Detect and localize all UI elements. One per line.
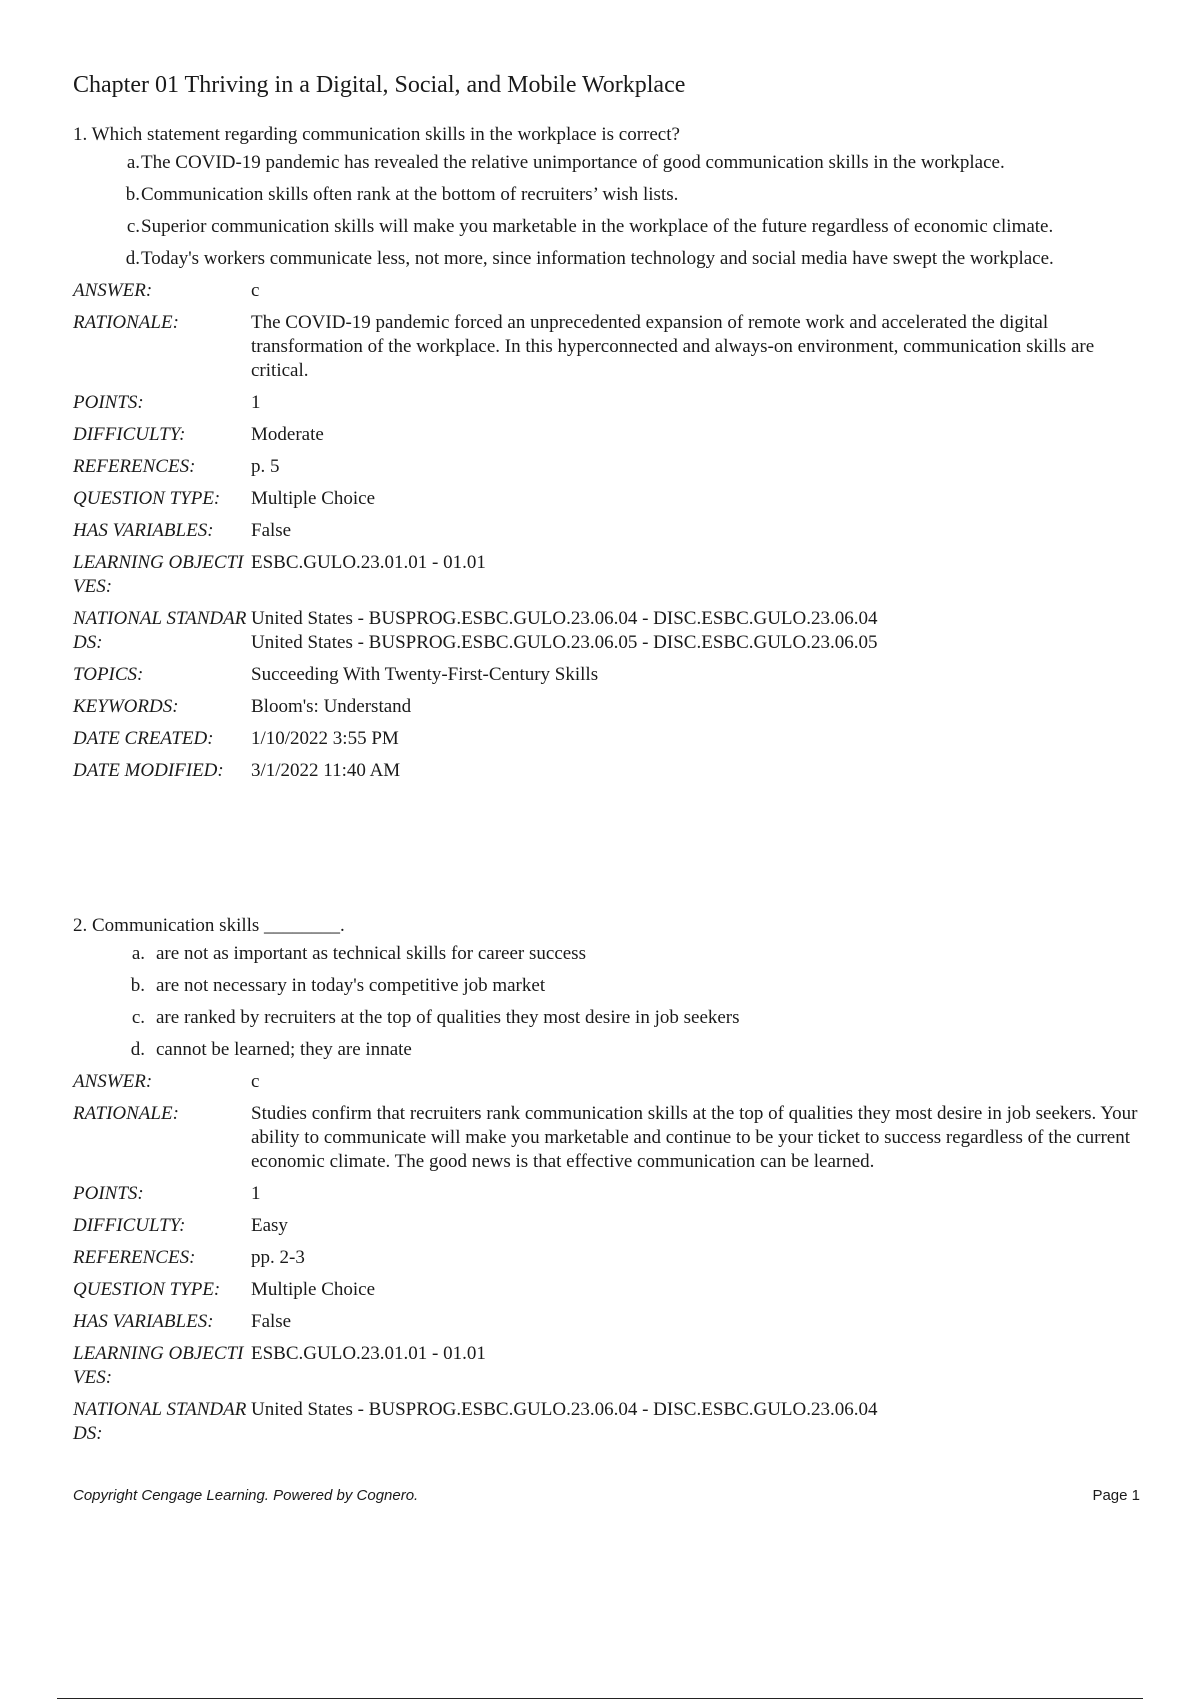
meta-row-has-variables <box>73 519 1145 543</box>
meta-label: REFERENCES: <box>73 456 196 477</box>
meta-label: LEARNING OBJECTIVES: <box>73 552 244 597</box>
meta-value: 3/1/2022 11:40 AM <box>251 760 401 781</box>
meta-value: p. 5 <box>251 456 280 477</box>
meta-row-references <box>73 455 1145 479</box>
question-stem: 1. Which statement regarding communication skills in the workplace is correct? <box>73 124 680 145</box>
meta-label: ANSWER: <box>73 1071 153 1092</box>
meta-label: QUESTION TYPE: <box>73 1279 221 1300</box>
choice-letter: b. <box>125 184 140 205</box>
meta-label: DIFFICULTY: <box>73 424 186 445</box>
meta-value: Multiple Choice <box>251 1279 376 1300</box>
question-1 <box>73 123 1145 791</box>
choice-letter: c. <box>126 216 140 237</box>
choice-letter: a. <box>126 152 140 173</box>
choice-letter: a. <box>131 943 145 964</box>
meta-value: ESBC.GULO.23.01.01 - 01.01 <box>251 552 486 573</box>
meta-label: HAS VARIABLES: <box>73 1311 214 1332</box>
meta-label: REFERENCES: <box>73 1247 196 1268</box>
meta-row-national-standards <box>73 607 1145 655</box>
choice-item <box>73 1038 1145 1062</box>
meta-row-points <box>73 391 1145 415</box>
meta-row-references <box>73 1246 1145 1270</box>
meta-value: False <box>251 1311 292 1332</box>
meta-row-question-type <box>73 1278 1145 1302</box>
meta-label: KEYWORDS: <box>73 696 179 717</box>
meta-value: False <box>251 520 292 541</box>
meta-row-rationale <box>73 311 1145 383</box>
meta-value: United States - BUSPROG.ESBC.GULO.23.06.04 - DISC.ESBC.GULO.23.06.04 <box>251 608 878 629</box>
choice-text: cannot be learned; they are innate <box>156 1039 412 1060</box>
meta-row-difficulty <box>73 1214 1145 1238</box>
chapter-title: Chapter 01 Thriving in a Digital, Social, and Mobile Workplace <box>73 72 686 98</box>
meta-row-learning-objectives <box>73 1342 1145 1390</box>
meta-row-national-standards <box>73 1398 1145 1446</box>
meta-value: 1/10/2022 3:55 PM <box>251 728 399 749</box>
choice-list <box>73 151 1145 271</box>
question-2 <box>73 914 1145 1454</box>
choice-item <box>73 942 1145 966</box>
meta-value: pp. 2-3 <box>251 1247 305 1268</box>
meta-label: LEARNING OBJECTIVES: <box>73 1343 244 1388</box>
meta-value: Studies confirm that recruiters rank communication skills at the top of qualities they most desire in job seekers. Your ability to communicate will make you marketable and continue to be your ticket to success regardless of the current economic climate. The good news is that effective communication can be learned. <box>251 1103 1138 1172</box>
choice-item <box>73 974 1145 998</box>
meta-label: NATIONAL STANDARDS: <box>73 608 247 653</box>
choice-letter: b. <box>130 975 145 996</box>
choice-text: Communication skills often rank at the bottom of recruiters’ wish lists. <box>141 184 679 205</box>
meta-label: POINTS: <box>73 1183 144 1204</box>
meta-value: ESBC.GULO.23.01.01 - 01.01 <box>251 1343 486 1364</box>
question-stem: 2. Communication skills ________. <box>73 915 345 936</box>
meta-value: c <box>251 1071 260 1092</box>
choice-text: Superior communication skills will make you marketable in the workplace of the future regardless of economic climate. <box>141 216 1054 237</box>
meta-label: RATIONALE: <box>73 1103 179 1124</box>
meta-label: NATIONAL STANDARDS: <box>73 1399 247 1444</box>
meta-row-date-modified <box>73 759 1145 783</box>
page-footer <box>73 1487 1140 1504</box>
meta-value: The COVID-19 pandemic forced an unprecedented expansion of remote work and accelerated the digital transformation of the workplace. In this hyperconnected and always-on environment, communication skills are critical. <box>251 312 1095 381</box>
meta-value: Easy <box>251 1215 288 1236</box>
choice-text: Today's workers communicate less, not more, since information technology and social media have swept the workplace. <box>141 248 1054 269</box>
meta-value: Multiple Choice <box>251 488 376 509</box>
copyright-notice: Copyright Cengage Learning. Powered by Cognero. <box>73 1487 419 1504</box>
choice-item <box>73 215 1145 239</box>
meta-label: DATE MODIFIED: <box>73 760 224 781</box>
choice-letter: d. <box>130 1039 145 1060</box>
choice-item <box>73 247 1145 271</box>
choice-text: The COVID-19 pandemic has revealed the relative unimportance of good communication skills in the workplace. <box>141 152 1005 173</box>
meta-label: HAS VARIABLES: <box>73 520 214 541</box>
meta-row-question-type <box>73 487 1145 511</box>
page-number: Page 1 <box>1092 1487 1140 1504</box>
meta-row-difficulty <box>73 423 1145 447</box>
question-metadata <box>73 279 1145 783</box>
meta-label: DIFFICULTY: <box>73 1215 186 1236</box>
meta-value: Moderate <box>251 424 324 445</box>
page-bottom-rule <box>57 1698 1143 1699</box>
question-metadata <box>73 1070 1145 1446</box>
meta-label: DATE CREATED: <box>73 728 214 749</box>
meta-row-answer <box>73 1070 1145 1094</box>
meta-value: Succeeding With Twenty-First-Century Skills <box>251 664 599 685</box>
meta-value: United States - BUSPROG.ESBC.GULO.23.06.04 - DISC.ESBC.GULO.23.06.04 <box>251 1399 878 1420</box>
choice-text: are not as important as technical skills for career success <box>156 943 586 964</box>
choice-item <box>73 151 1145 175</box>
choice-letter: d. <box>125 248 140 269</box>
choice-item <box>73 1006 1145 1030</box>
meta-label: POINTS: <box>73 392 144 413</box>
meta-value-group <box>251 607 1145 655</box>
meta-value: 1 <box>251 1183 261 1204</box>
meta-row-answer <box>73 279 1145 303</box>
meta-row-rationale <box>73 1102 1145 1174</box>
meta-value: United States - BUSPROG.ESBC.GULO.23.06.05 - DISC.ESBC.GULO.23.06.05 <box>251 632 878 653</box>
meta-row-points <box>73 1182 1145 1206</box>
meta-row-learning-objectives <box>73 551 1145 599</box>
meta-row-topics <box>73 663 1145 687</box>
meta-value: Bloom's: Understand <box>251 696 412 717</box>
choice-list <box>73 942 1145 1062</box>
meta-value: 1 <box>251 392 261 413</box>
meta-label: ANSWER: <box>73 280 153 301</box>
meta-label: QUESTION TYPE: <box>73 488 221 509</box>
choice-item <box>73 183 1145 207</box>
meta-label: TOPICS: <box>73 664 144 685</box>
meta-row-date-created <box>73 727 1145 751</box>
choice-text: are not necessary in today's competitive job market <box>156 975 546 996</box>
meta-label: RATIONALE: <box>73 312 179 333</box>
choice-letter: c. <box>131 1007 145 1028</box>
meta-row-has-variables <box>73 1310 1145 1334</box>
choice-text: are ranked by recruiters at the top of qualities they most desire in job seekers <box>156 1007 740 1028</box>
meta-value: c <box>251 280 260 301</box>
meta-row-keywords <box>73 695 1145 719</box>
